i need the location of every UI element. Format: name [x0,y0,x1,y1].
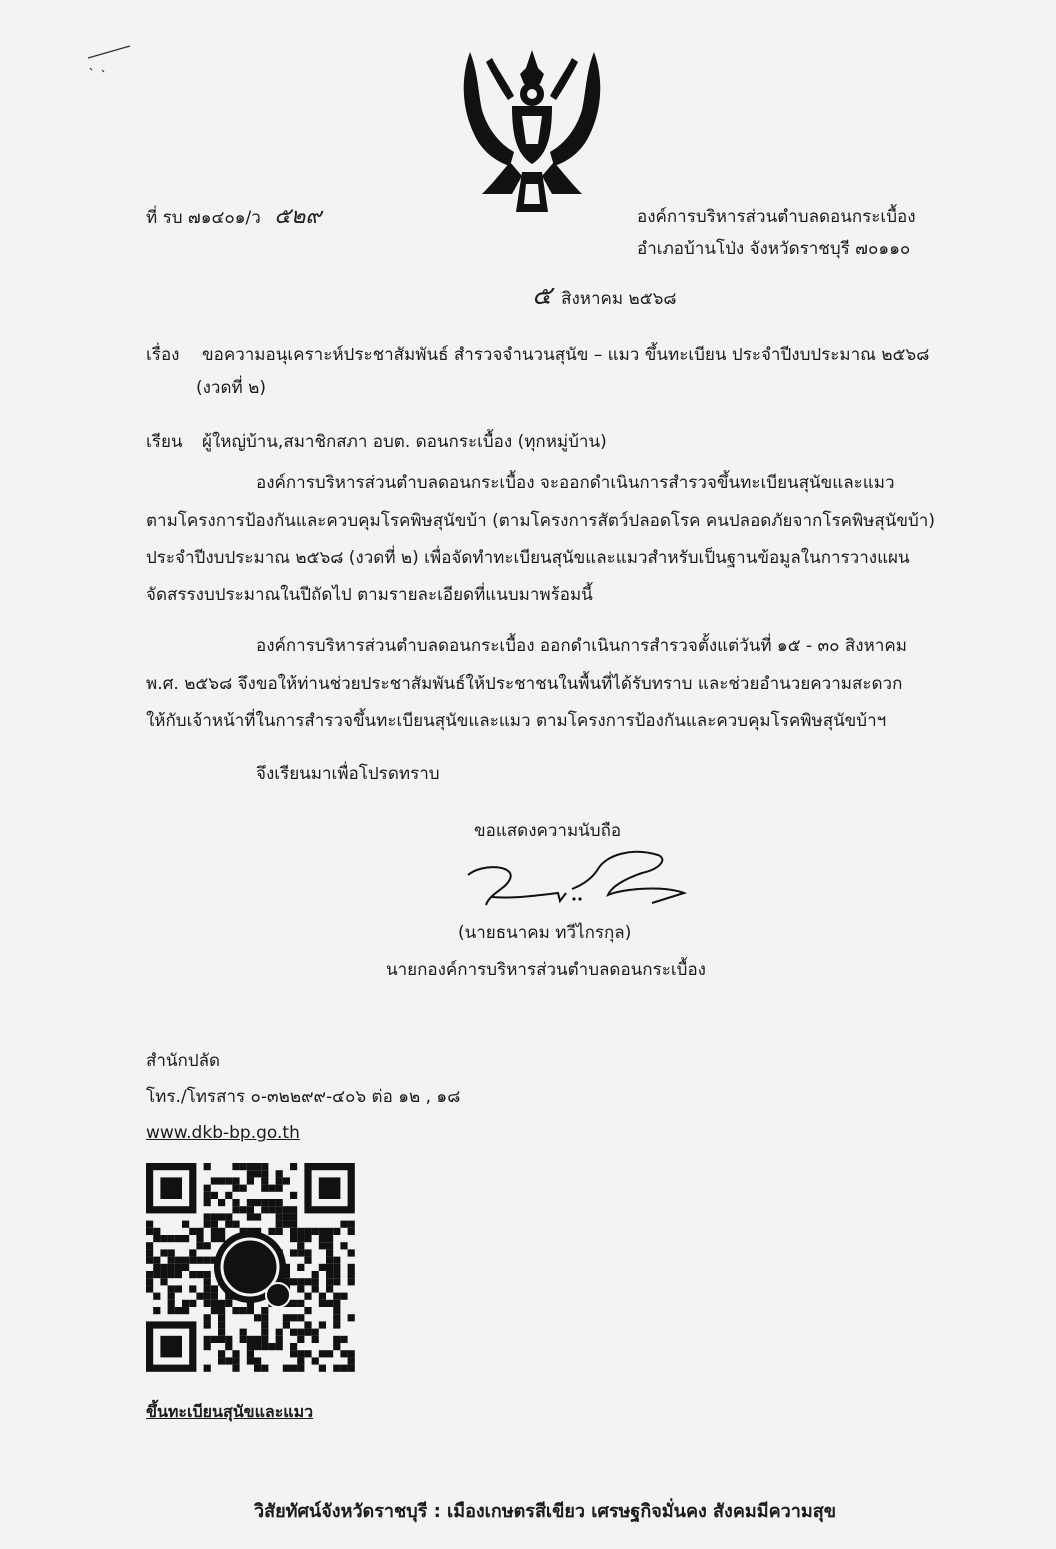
reference-handwritten: ๕๒๙ [274,204,322,229]
closing-request: จึงเรียนมาเพื่อโปรดทราบ [256,764,440,784]
date-text: สิงหาคม ๒๕๖๘ [561,289,677,309]
garuda-emblem-icon [452,44,612,214]
reference-number [146,204,322,231]
organization-address: อำเภอบ้านโป่ง จังหวัดราชบุรี ๗๐๑๑๐ [637,239,911,259]
phone-fax: โทร./โทรสาร ๐-๓๒๒๙๙-๔๐๖ ต่อ ๑๒ , ๑๘ [146,1087,461,1107]
body-p2-line-2: พ.ศ. ๒๕๖๘ จึงขอให้ท่านช่วยประชาสัมพันธ์ให้ประชาชนในพื้นที่ได้รับทราบ และช่วยอำนวยความสะดวก [146,674,903,694]
regards: ขอแสดงความนับถือ [474,821,622,841]
organization-name: องค์การบริหารส่วนตำบลดอนกระเบื้อง [637,207,916,227]
body-p1-line-4: จัดสรรงบประมาณในปีถัดไป ตามรายละเอียดที่แนบมาพร้อมนี้ [146,585,593,605]
provincial-vision: วิสัยทัศน์จังหวัดราชบุรี : เมืองเกษตรสีเขียว เศรษฐกิจมั่นคง สังคมมีความสุข [254,1501,837,1522]
recipient-label: เรียน [146,432,183,452]
signatory-position: นายกองค์การบริหารส่วนตำบลดอนกระเบื้อง [386,960,706,980]
subject-line-1: ขอความอนุเคราะห์ประชาสัมพันธ์ สำรวจจำนวนสุนัข – แมว ขึ้นทะเบียน ประจำปีงบประมาณ ๒๕๖๘ [202,345,930,365]
signatory-name: (นายธนาคม ทวีไกรกุล) [458,923,632,943]
department: สำนักปลัด [146,1051,221,1071]
body-p2-line-3: ให้กับเจ้าหน้าที่ในการสำรวจขึ้นทะเบียนสุนัขและแมว ตามโครงการป้องกันและควบคุมโรคพิษสุนัขบ้าฯ [146,711,887,731]
reference-number-text: ที่ รบ ๗๑๔๐๑/ว [146,208,261,228]
body-p2-line-1: องค์การบริหารส่วนตำบลดอนกระเบื้อง ออกดำเนินการสำรวจตั้งแต่วันที่ ๑๕ - ๓๐ สิงหาคม [256,636,907,656]
body-p1-line-3: ประจำปีงบประมาณ ๒๕๖๘ (งวดที่ ๒) เพื่อจัดทำทะเบียนสุนัขและแมวสำหรับเป็นฐานข้อมูลในการวางแผน [146,548,910,568]
recipient-text: ผู้ใหญ่บ้าน,สมาชิกสภา อบต. ดอนกระเบื้อง (ทุกหมู่บ้าน) [202,432,607,452]
qr-caption: ขึ้นทะเบียนสุนัขและแมว [146,1402,314,1421]
subject-label: เรื่อง [146,345,180,365]
handwritten-signature [462,845,702,917]
body-p1-line-1: องค์การบริหารส่วนตำบลดอนกระเบื้อง จะออกดำเนินการสำรวจขึ้นทะเบียนสุนัขและแมว [256,473,895,493]
letter-date [532,283,676,312]
website-link[interactable]: www.dkb-bp.go.th [146,1123,300,1143]
body-p1-line-2: ตามโครงการป้องกันและควบคุมโรคพิษสุนัขบ้า (ตามโครงการสัตว์ปลอดโรค คนปลอดภัยจากโรคพิษสุนัขบ้า) [146,511,935,531]
pen-marks [80,40,140,80]
qr-code[interactable] [146,1163,362,1383]
date-handwritten: ๕ [532,281,552,311]
subject-line-2: (งวดที่ ๒) [196,378,266,398]
